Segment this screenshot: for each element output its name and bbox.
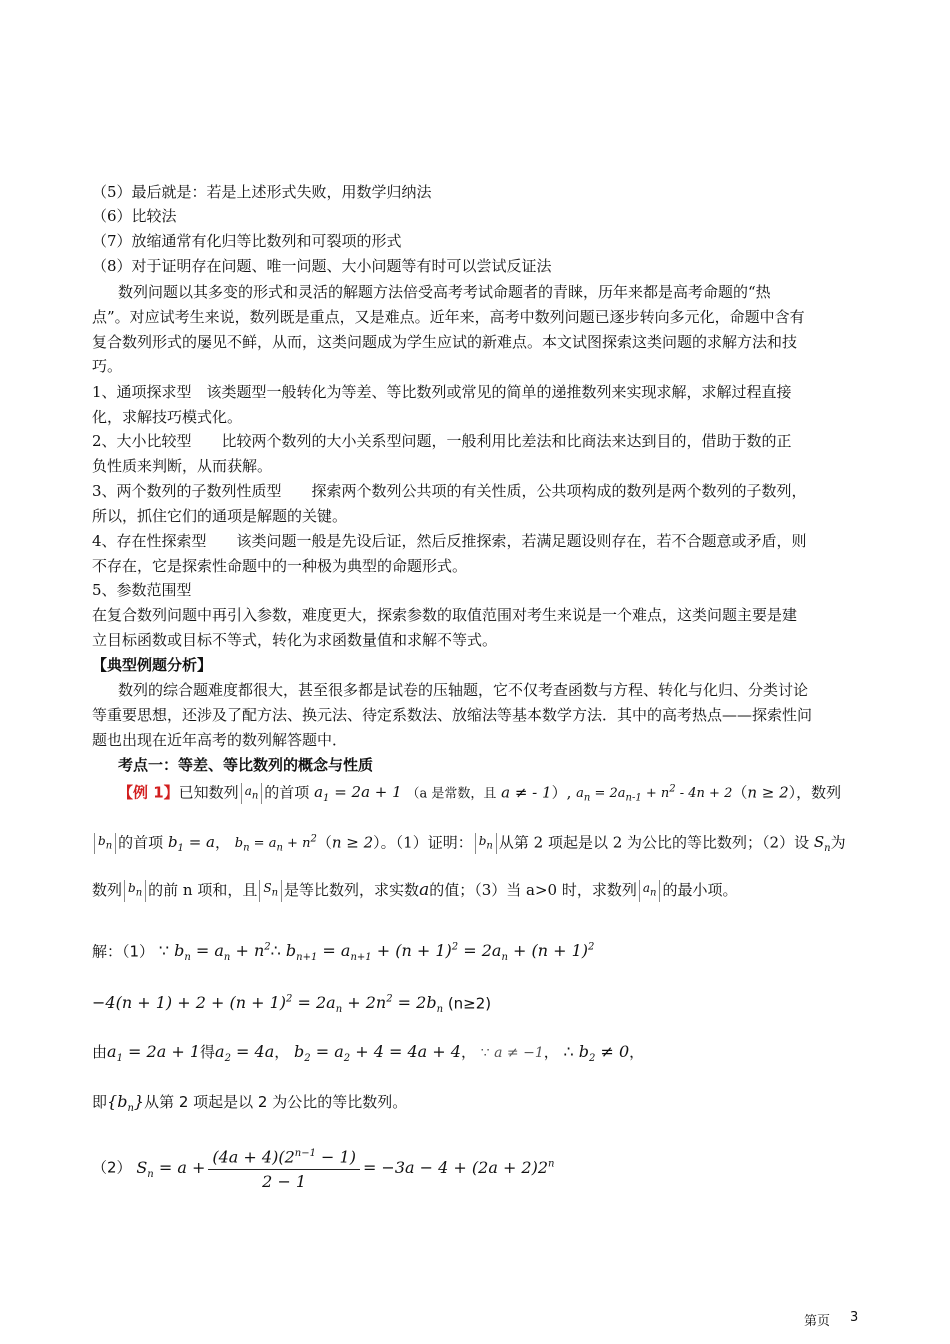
- page-number: 3: [850, 1310, 859, 1325]
- solution-line-5: （2） $S_n = a$ + $\frac{(4a + 4)(2^{n-1} - 1)}{2 - 1}$ = $-3a - 4 + (2a + 2)2^n$: [92, 1142, 862, 1194]
- type-4-line-2: 不存在，它是探索性命题中的一种极为典型的命题形式。: [92, 557, 468, 575]
- example-line-3: 数列 $b_n$ 的前 n 项和，且 $S_n$ 是等比数列，求实数a的值；（3）当 a>0 时，求数列 $a_n$ 的最小项。: [92, 880, 738, 900]
- solution-formula-2: $-4(n + 1) + 2 + (n + 1)^2 = 2a_n + 2n^2 = 2b_n$: [92, 993, 444, 1016]
- type-3-line-1: 3、两个数列的子数列性质型 探索两个数列公共项的有关性质，公共项构成的数列是两个数列的子数列，: [92, 482, 807, 500]
- method-item-7: （7）放缩通常有化归等比数列和可裂项的形式: [92, 232, 402, 250]
- type-2-line-1: 2、大小比较型 比较两个数列的大小关系型问题，一般利用比差法和比商法来达到目的，借助于数的正: [92, 432, 792, 450]
- type-4-line-1: 4、存在性探索型 该类问题一般是先设后证，然后反推探索，若满足题设则存在，若不合题意或矛盾，则: [92, 532, 807, 550]
- solution-line-3: 由$a_1 = 2a + 1$得$a_2 = 4a$， $b_2 = a_2 + 4 = 4a + 4$， ∵ a ≠ −1， ∴ $b_2 \ne 0$，: [92, 1042, 645, 1065]
- intro-line-1: 数列问题以其多变的形式和灵活的解题方法倍受高考考试命题者的青睐，历年来都是高考命题的“热: [118, 283, 771, 301]
- method-item-6: （6）比较法: [92, 207, 177, 225]
- solution-formula-sn: $S_n = a$ + $\frac{(4a + 4)(2^{n-1} - 1)}{2 - 1}$ = $-3a - 4 + (2a + 2)2^n$: [136, 1158, 554, 1177]
- footer-label: 第页: [804, 1314, 831, 1329]
- solution-formula-1: ∵ $b_n = a_n$ + $n^2\therefore$ $b_{n+1} = a_{n+1} + (n + 1)^2 = 2a_n + (n + 1)^2$: [158, 941, 595, 964]
- intro-line-2: 点”。对应试考生来说，数列既是重点，又是难点。近年来，高考中数列问题已逐步转向多元化，命题中含有: [92, 308, 805, 326]
- intro-line-4: 巧。: [92, 357, 123, 375]
- type-5-title: 5、参数范围型: [92, 581, 192, 599]
- formula-a1: $a_1 = 2a + 1$: [314, 783, 402, 805]
- section-heading: 【典型例题分析】: [92, 656, 213, 674]
- formula-recurrence: $a_n = 2a_{n-1} + n^2 - 4n + 2$: [576, 784, 733, 804]
- type-2-line-2: 负性质来判断，从而获解。: [92, 457, 273, 475]
- type-3-line-2: 所以，抓住它们的通项是解题的关键。: [92, 507, 348, 525]
- type-5-line-2: 立目标函数或目标不等式，转化为求函数量值和求解不等式。: [92, 631, 498, 649]
- formula-b1: $b_1 = a$: [167, 833, 215, 855]
- method-item-5: （5）最后就是：若是上述形式失败，用数学归纳法: [92, 183, 432, 201]
- solution-line-2: $-4(n + 1) + 2 + (n + 1)^2 = 2a_n + 2n^2 = 2b_n$ (n≥2): [92, 993, 492, 1016]
- type-5-line-1: 在复合数列问题中再引入参数，难度更大，探索参数的取值范围对考生来说是一个难点，这类问题主要是建: [92, 606, 798, 624]
- key-point-heading: 考点一：等差、等比数列的概念与性质: [118, 756, 374, 774]
- analysis-line-1: 数列的综合题难度都很大，甚至很多都是试卷的压轴题，它不仅考查函数与方程、转化与化归、分类讨论: [118, 681, 809, 699]
- method-item-8: （8）对于证明存在问题、唯一问题、大小问题等有时可以尝试反证法: [92, 257, 552, 275]
- type-1-line-1: 1、通项探求型 该类题型一般转化为等差、等比数列或常见的简单的递推数列来实现求解，求解过程直接: [92, 383, 792, 401]
- solution-line-1: 解：（1） ∵ $b_n = a_n$ + $n^2\therefore$ $b_{n+1} = a_{n+1} + (n + 1)^2 = 2a_n + (n + 1)^2$: [92, 941, 595, 964]
- example-line-2: $b_n$ 的首项 $b_1 = a$， $b_n = a_n + n^2(n \ge 2)$。（1）证明： $b_n$ 从第 2 项起是以 2 为公比的等比数列；（2）设 $S_n$为: [92, 828, 862, 861]
- type-1-line-2: 化，求解技巧模式化。: [92, 408, 243, 426]
- formula-bn: $b_n = a_n + n^2$: [234, 834, 317, 854]
- analysis-line-2: 等重要思想，还涉及了配方法、换元法、待定系数法、放缩法等基本数学方法．其中的高考热点——探索性问: [92, 706, 813, 724]
- solution-line-4: 即$\{b_n\}$从第 2 项起是以 2 为公比的等比数列。: [92, 1092, 408, 1115]
- example-line-1: 【例 1】已知数列 $a_n$ 的首项 $a_1 = 2a + 1$ （a 是常数，且 a ≠ - 1）, $a_n = 2a_{n-1} + n^2 - 4n + 2(n \ge 2)$，数列: [118, 783, 842, 805]
- intro-line-3: 复合数列形式的屡见不鲜，从而，这类问题成为学生应试的新难点。本文试图探索这类问题的求解方法和技: [92, 333, 798, 351]
- example-tag: 【例 1】: [118, 783, 179, 802]
- analysis-line-3: 题也出现在近年高考的数列解答题中．: [92, 731, 348, 749]
